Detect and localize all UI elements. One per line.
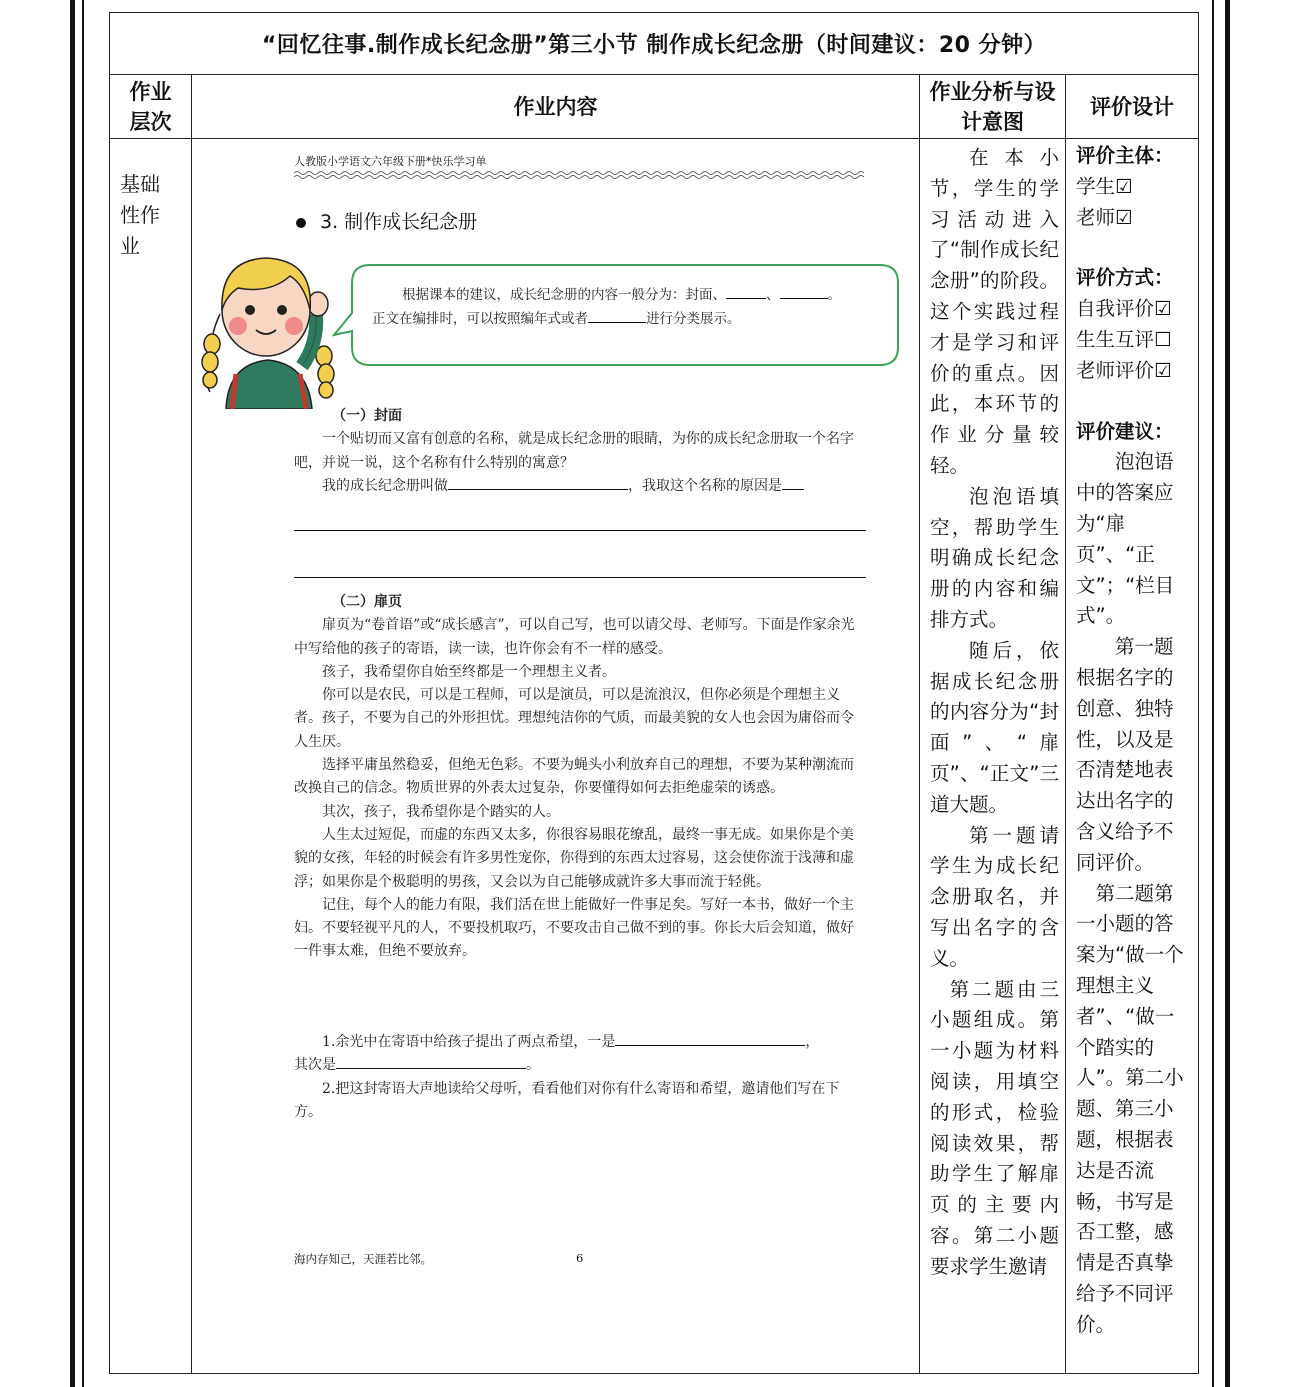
table-title: “回忆往事.制作成长纪念册”第三小节 制作成长纪念册（时间建议：20 分钟） (110, 13, 1198, 75)
analysis-para-5: 第二题由三小题组成。第一小题为材料阅读，用填空的形式，检验阅读效果，帮助学生了解扉页的主要内容。第二小题要求学生邀请 (930, 977, 1059, 1278)
analysis-para-3: 随后，依据成长纪念册的内容分为“封面”、“扉页”、“正文”三道大题。 (930, 638, 1059, 816)
eval-advice-3: 第二题第一小题的答案为“做一个理想主义者”、“做一个踏实的人”。第二小题、第三小题，根据表达是否流畅，书写是否工整，感情是否真挚给予不同评价。 (1076, 881, 1184, 1336)
header-evaluation: 评价设计 (1066, 75, 1198, 139)
bubble-blank-2[interactable] (780, 284, 828, 299)
bubble-sep: 、 (766, 287, 780, 303)
part1-text: 一个贴切而又富有创意的名称，就是成长纪念册的眼睛，为你的成长纪念册取一个名字吧，并说一说，这个名称有什么特别的寓意？ (294, 431, 854, 471)
bubble-text (372, 283, 887, 331)
letter-para-1: 孩子，我希望你自始至终都是一个理想主义者。 (322, 663, 616, 680)
q1-blank-2[interactable] (336, 1054, 526, 1069)
q1-text-c: 其次是 (294, 1057, 336, 1074)
answer-line-2[interactable] (294, 577, 866, 578)
eval-advice-2: 第一题根据名字的创意、独特性，以及是否清楚地表达出名字的含义给予不同评价。 (1076, 635, 1174, 874)
part2-intro: 扉页为“卷首语”或“成长感言”，可以自己写，也可以请父母、老师写。下面是作家余光中写给他的孩子的寄语，读一读，也许你会有不一样的感受。 (294, 617, 855, 657)
bubble-line-2b: 进行分类展示。 (646, 311, 741, 327)
part2-title: （二）扉页 (332, 594, 402, 610)
header-content: 作业内容 (192, 75, 919, 139)
page-number: 6 (576, 1251, 584, 1265)
part2-flyleaf (294, 591, 866, 964)
letter-para-5: 人生太过短促，而虚的东西又太多，你很容易眼花缭乱，最终一事无成。如果你是个美貌的女孩，年轻的时候会有许多男性宠你，你得到的东西太过容易，这会使你流于浅薄和虚浮；如果你是个极聪明的男孩，又会以为自己能够成就许多大事而流于轻佻。 (294, 826, 854, 890)
bubble-line-1 (372, 283, 887, 307)
letter-para-3: 选择平庸虽然稳妥，但绝无色彩。不要为蝇头小利放弃自己的理想，不要为某种潮流而改换自己的信念。物质世界的外表太过复杂，你要懂得如何去拒绝虚荣的诱惑。 (294, 757, 854, 797)
header-level (110, 75, 191, 139)
column-analysis (920, 75, 1066, 1373)
column-level (110, 75, 192, 1373)
level-text: 基础性作业 (120, 172, 160, 258)
eval-advice-1: 泡泡语中的答案应为“扉页”、“正文”；“栏目式”。 (1076, 450, 1175, 628)
homework-table (109, 12, 1199, 1374)
cover-name-blank[interactable] (448, 475, 628, 490)
bubble-line-2 (372, 307, 887, 331)
eval-subject-teacher: 老师☑ (1076, 205, 1133, 229)
eval-method-title: 评价方式： (1076, 266, 1174, 290)
letter-para-2: 你可以是农民，可以是工程师，可以是演员，可以是流浪汉，但你必须是个理想主义者。孩子，不要为自己的外形担忧。理想纯洁你的气质，而最美貌的女人也会因为庸俗而令人生厌。 (294, 687, 854, 750)
question-2: 2.把这封寄语大声地读给父母听，看看他们对你有什么寄语和希望，邀请他们写在下方。 (294, 1080, 840, 1120)
worksheet (192, 139, 920, 1373)
column-evaluation (1066, 75, 1198, 1373)
letter-para-4: 其次，孩子，我希望你是个踏实的人。 (322, 803, 560, 820)
bubble-end: 。 (827, 287, 841, 303)
border-line-right-inner (1212, 0, 1214, 1387)
question-1-cont (294, 1054, 866, 1077)
header-analysis-text: 作业分析与设计意图 (929, 79, 1056, 134)
worksheet-footer: 海内存知己，天涯若比邻。 (294, 1252, 432, 1266)
section-heading (296, 207, 477, 234)
analysis-para-1: 在本小节，学生的学习活动进入了“制作成长纪念册”的阶段。这个实践过程才是学习和评价的重点。因此，本环节的作业分量较轻。 (930, 146, 1059, 477)
worksheet-header: 人教版小学语文六年级下册*快乐学习单 (294, 155, 487, 168)
part1-fill (294, 475, 866, 498)
q1-text-d: 。 (526, 1057, 540, 1074)
bullet-icon (296, 218, 306, 228)
part1-title: （一）封面 (332, 408, 402, 424)
eval-method-self: 自我评价☑ (1076, 297, 1172, 321)
girl-waving-illustration-icon (198, 244, 348, 409)
q1-text-a: 1.余光中在寄语中给孩子提出了两点希望，一是 (322, 1034, 616, 1050)
bubble-line-2a: 正文在编排时，可以按照编年式或者 (372, 311, 588, 327)
spacer (1076, 233, 1192, 263)
eval-subject-student: 学生☑ (1076, 174, 1133, 198)
q1-text-b: ， (805, 1034, 820, 1050)
question-1 (294, 1031, 866, 1054)
answer-line-1[interactable] (294, 530, 866, 531)
bubble-line-1-text: 根据课本的建议，成长纪念册的内容一般分为：封面、 (402, 287, 726, 303)
border-line-right (1225, 0, 1230, 1387)
analysis-text (920, 139, 1065, 1282)
evaluation-text (1066, 139, 1198, 1340)
analysis-para-2: 泡泡语填空，帮助学生明确成长纪念册的内容和编排方式。 (930, 484, 1059, 631)
part1-cover (294, 405, 866, 498)
header-analysis (920, 75, 1065, 139)
eval-advice-title: 评价建议： (1076, 419, 1174, 443)
cover-reason-blank[interactable] (782, 475, 804, 490)
border-line-left (70, 0, 75, 1387)
border-line-left-inner (82, 0, 84, 1387)
bubble-blank-1[interactable] (726, 284, 766, 299)
questions (294, 1031, 866, 1124)
part1-fill-b: ，我取这个名称的原因是 (628, 477, 782, 494)
wavy-divider (294, 171, 864, 179)
eval-method-peer: 生生互评☐ (1076, 327, 1172, 351)
column-content (192, 75, 920, 1373)
section-title: 3. 制作成长纪念册 (320, 211, 478, 233)
spacer (1076, 387, 1192, 417)
q1-blank-1[interactable] (615, 1031, 805, 1046)
bubble-blank-3[interactable] (588, 308, 646, 323)
eval-subject-title: 评价主体： (1076, 144, 1174, 167)
letter-para-6: 记住，每个人的能力有限，我们活在世上能做好一件事足矣。写好一本书，做好一个主妇。不要轻视平凡的人，不要投机取巧，不要攻击自己做不到的事。你长大后会知道，做好一件事太难，但绝不要放弃。 (294, 896, 854, 960)
header-level-text: 作业层次 (129, 79, 172, 134)
eval-method-teacher: 老师评价☑ (1076, 358, 1172, 382)
analysis-para-4: 第一题请学生为成长纪念册取名，并写出名字的含义。 (930, 823, 1059, 970)
part1-fill-a: 我的成长纪念册叫做 (322, 477, 448, 494)
